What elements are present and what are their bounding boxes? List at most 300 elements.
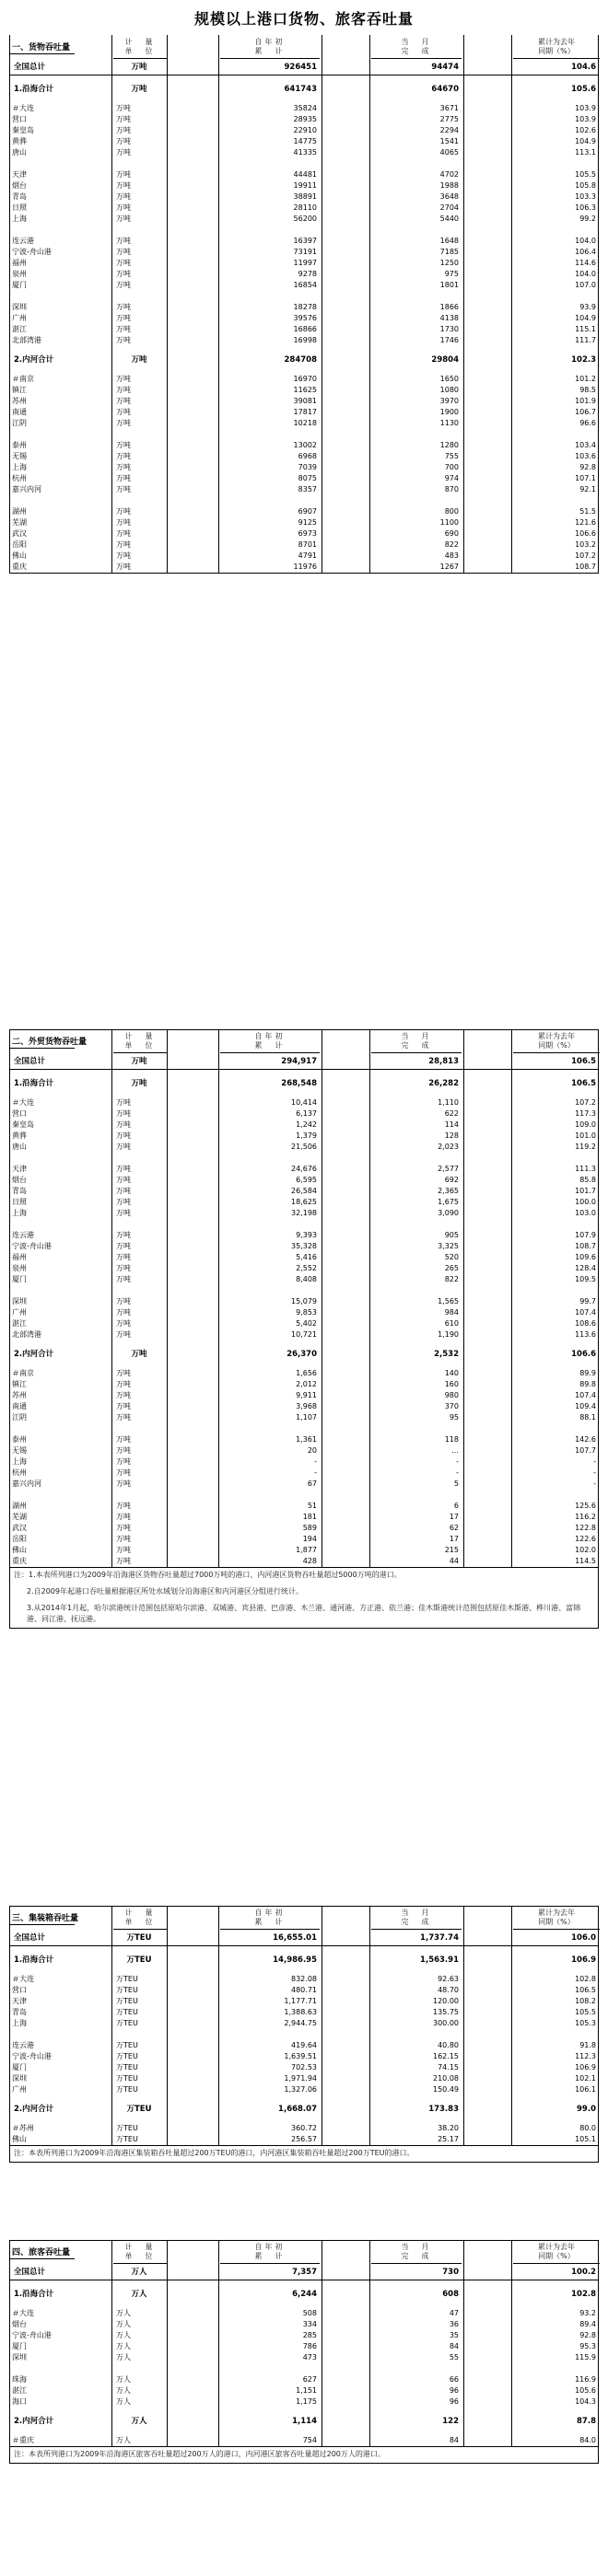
table-row	[10, 473, 598, 484]
port-name: 湛江	[12, 2386, 27, 2395]
ytd-value: 6973	[298, 529, 317, 538]
column-header-pct: 累计为去年	[538, 1909, 575, 1917]
column-header-month: 完 成	[401, 47, 432, 55]
month-value: 3671	[439, 104, 459, 112]
yoy-percent: 95.3	[579, 2342, 596, 2350]
unit-cell: 万吨	[116, 170, 131, 179]
port-name: 厦门	[12, 281, 27, 289]
month-value: 1541	[439, 137, 459, 145]
total-row	[10, 1075, 598, 1092]
port-name: 2.内河合计	[14, 355, 54, 365]
yoy-percent: 103.9	[575, 115, 596, 123]
month-value: 980	[444, 1391, 459, 1399]
ytd-value: 1,388.63	[284, 2008, 317, 2016]
ytd-value: 754	[302, 2436, 317, 2444]
ytd-value: 1,877	[296, 1546, 317, 1554]
month-value: 1130	[439, 419, 459, 427]
port-name: 营口	[12, 115, 27, 123]
ytd-value: 11625	[293, 386, 317, 394]
port-name: 全国总计	[14, 2268, 46, 2277]
port-name: 湖州	[12, 1502, 27, 1510]
ytd-value: 8357	[298, 485, 317, 493]
month-value: 84	[449, 2436, 459, 2444]
table-row	[10, 258, 598, 269]
unit-cell: 万吨	[116, 529, 131, 538]
unit-cell: 万吨	[116, 1479, 131, 1488]
ytd-value: 832.08	[291, 1975, 317, 1983]
port-name: 苏州	[12, 1391, 27, 1399]
table-row	[10, 2073, 598, 2084]
month-value: 3970	[439, 397, 459, 405]
section-rows	[10, 2264, 598, 2446]
unit-cell: 万TEU	[126, 1933, 152, 1943]
yoy-percent: 106.1	[575, 2085, 596, 2094]
yoy-percent: 91.8	[579, 2041, 596, 2049]
ytd-value: 419.64	[291, 2041, 317, 2049]
yoy-percent: 108.7	[575, 1242, 596, 1250]
port-name: 嘉兴内河	[12, 485, 41, 493]
unit-cell: 万吨	[116, 441, 131, 449]
yoy-percent: 116.2	[575, 1513, 596, 1521]
port-name: 芜湖	[12, 1513, 27, 1521]
ytd-value: 1,639.51	[284, 2052, 317, 2060]
unit-cell: 万TEU	[116, 2074, 138, 2083]
table-row	[10, 2123, 598, 2134]
unit-cell: 万人	[116, 2375, 131, 2384]
yoy-percent: 105.6	[575, 2386, 596, 2395]
month-value: 1080	[439, 386, 459, 394]
column-divider	[463, 1906, 464, 2145]
ytd-value: 1,107	[296, 1413, 317, 1421]
port-name: 上海	[12, 215, 27, 223]
port-name: 佛山	[12, 551, 27, 560]
column-divider	[463, 35, 464, 573]
month-value: 1866	[439, 303, 459, 311]
total-row	[10, 352, 598, 368]
port-name: 天津	[12, 1997, 27, 2005]
yoy-percent: 96.6	[579, 419, 596, 427]
unit-cell: 万TEU	[116, 1975, 138, 1983]
column-divider	[167, 1906, 168, 2145]
yoy-percent: 106.5	[571, 1079, 596, 1088]
month-value: 17	[449, 1513, 459, 1521]
month-value: 1,190	[438, 1330, 459, 1339]
ytd-value: 473	[302, 2353, 317, 2361]
ytd-value: 10,414	[291, 1098, 317, 1107]
yoy-percent: 99.2	[579, 215, 596, 223]
section-title-underline	[10, 1048, 75, 1049]
table-row	[10, 1318, 598, 1329]
table-row	[10, 103, 598, 114]
ytd-value: 926451	[284, 63, 317, 72]
table-row	[10, 1329, 598, 1340]
yoy-percent: 104.0	[575, 270, 596, 278]
note-line: 注：1.本表所列港口为2009年沿海港区货物吞吐量超过7000万吨的港口、内河港区货物吞吐量超过5000万吨的港口。	[14, 1571, 402, 1579]
table-row	[10, 1434, 598, 1445]
ytd-value: 480.71	[291, 1986, 317, 1994]
month-value: 62	[449, 1524, 459, 1532]
yoy-percent: 85.8	[579, 1176, 596, 1184]
table-row	[10, 1197, 598, 1208]
yoy-percent: -	[593, 1479, 596, 1488]
yoy-percent: -	[593, 1468, 596, 1477]
table-row	[10, 1512, 598, 1523]
column-header-pct: 同期（%）	[538, 1918, 575, 1926]
month-value: 92.63	[438, 1975, 459, 1983]
month-value: 1280	[439, 441, 459, 449]
yoy-percent: 105.8	[575, 181, 596, 190]
ytd-value: 15,079	[291, 1297, 317, 1305]
column-divider	[511, 35, 512, 573]
section-rows	[10, 1930, 598, 2145]
unit-cell: 万TEU	[116, 1997, 138, 2005]
port-name: 江阴	[12, 1413, 27, 1421]
unit-cell: 万吨	[116, 303, 131, 311]
column-divider	[111, 1029, 112, 1567]
unit-cell: 万吨	[116, 463, 131, 471]
section-title-underline	[10, 53, 75, 54]
ytd-value: 39576	[293, 314, 317, 322]
port-name: 黄骅	[12, 1131, 27, 1140]
port-name: ＃苏州	[12, 2124, 34, 2132]
yoy-percent: 106.6	[571, 1350, 596, 1359]
section-notes	[9, 2446, 599, 2464]
yoy-percent: 88.1	[579, 1413, 596, 1421]
unit-cell: 万吨	[116, 148, 131, 157]
section-header	[10, 35, 598, 59]
month-value: 975	[444, 270, 459, 278]
table-row	[10, 114, 598, 125]
yoy-percent: 128.4	[575, 1264, 596, 1272]
yoy-percent: 108.2	[575, 1997, 596, 2005]
yoy-percent: 87.8	[577, 2417, 596, 2426]
port-name: 重庆	[12, 563, 27, 571]
port-name: 重庆	[12, 1557, 27, 1565]
column-header-month: 当 月	[401, 2243, 432, 2251]
ytd-value: 28935	[293, 115, 317, 123]
port-name: 深圳	[12, 303, 27, 311]
ytd-value: 1,656	[296, 1369, 317, 1377]
month-value: 162.15	[433, 2052, 459, 2060]
table-row	[10, 302, 598, 313]
unit-cell: 万TEU	[116, 2052, 138, 2060]
unit-cell: 万吨	[116, 1402, 131, 1410]
table-row	[10, 125, 598, 136]
column-divider	[511, 1029, 512, 1567]
port-name: 湛江	[12, 325, 27, 333]
port-name: 1.沿海合计	[14, 2290, 54, 2299]
month-value: 5	[453, 1479, 459, 1488]
unit-cell: 万人	[131, 2290, 147, 2299]
table-row	[10, 1468, 598, 1479]
ytd-value: 16397	[293, 237, 317, 245]
column-header-pct: 同期（%）	[538, 47, 575, 55]
unit-cell: 万TEU	[116, 2085, 138, 2094]
yoy-percent: 84.0	[579, 2436, 596, 2444]
yoy-percent: 106.3	[575, 203, 596, 212]
unit-cell: 万吨	[116, 203, 131, 212]
unit-cell: 万吨	[116, 1308, 131, 1317]
ytd-value: 3,968	[296, 1402, 317, 1410]
unit-cell: 万TEU	[116, 2124, 138, 2132]
table-row	[10, 324, 598, 335]
ytd-value: 14775	[293, 137, 317, 145]
yoy-percent: 93.2	[579, 2309, 596, 2317]
column-header-month: 当 月	[401, 1909, 432, 1917]
ytd-value: 16866	[293, 325, 317, 333]
table-row	[10, 374, 598, 385]
unit-cell: 万吨	[116, 1198, 131, 1206]
month-value: 1,110	[438, 1098, 459, 1107]
yoy-percent: 115.1	[575, 325, 596, 333]
table-row	[10, 247, 598, 258]
ytd-value: 7039	[298, 463, 317, 471]
ytd-value: 1,327.06	[284, 2085, 317, 2094]
port-name: ＃大连	[12, 1098, 34, 1107]
unit-cell: 万吨	[116, 1143, 131, 1151]
column-divider	[369, 1906, 370, 2145]
column-divider	[111, 2240, 112, 2446]
port-name: 连云港	[12, 1231, 34, 1239]
month-value: 3,325	[438, 1242, 459, 1250]
port-name: 佛山	[12, 1546, 27, 1554]
unit-cell: 万吨	[116, 1435, 131, 1444]
column-divider	[511, 2240, 512, 2446]
unit-cell: 万吨	[116, 452, 131, 460]
yoy-percent: 107.4	[575, 1391, 596, 1399]
yoy-percent: 101.9	[575, 397, 596, 405]
section-notes	[9, 2145, 599, 2163]
unit-cell: 万吨	[116, 1557, 131, 1565]
unit-cell: 万吨	[116, 126, 131, 134]
ytd-value: 194	[302, 1535, 317, 1543]
month-value: 870	[444, 485, 459, 493]
section-header	[10, 2240, 598, 2264]
unit-cell: 万吨	[116, 1502, 131, 1510]
port-name: 上海	[12, 463, 27, 471]
column-divider	[167, 1029, 168, 1567]
month-value: 122	[442, 2417, 459, 2426]
unit-cell: 万吨	[116, 281, 131, 289]
unit-cell: 万吨	[116, 485, 131, 493]
section-top-rule	[10, 2240, 598, 2241]
port-name: 广州	[12, 2085, 27, 2094]
month-value: 25.17	[438, 2135, 459, 2143]
column-header-pct: 累计为去年	[538, 2243, 575, 2251]
table-row	[10, 1131, 598, 1142]
month-value: 1,565	[438, 1297, 459, 1305]
yoy-percent: 106.4	[575, 248, 596, 256]
ytd-value: 35824	[293, 104, 317, 112]
unit-cell: 万人	[116, 2320, 131, 2328]
month-value: 40.80	[438, 2041, 459, 2049]
table-row	[10, 385, 598, 396]
table-row	[10, 1996, 598, 2007]
port-name: 2.内河合计	[14, 2105, 54, 2114]
port-name: 湛江	[12, 1319, 27, 1328]
yoy-percent: 109.5	[575, 1275, 596, 1283]
section-top-rule	[10, 1906, 598, 1907]
port-name: 深圳	[12, 1297, 27, 1305]
table-row	[10, 396, 598, 407]
yoy-percent: 106.9	[575, 2063, 596, 2071]
port-name: 福州	[12, 1253, 27, 1261]
month-value: -	[456, 1457, 459, 1466]
table-row	[10, 236, 598, 247]
unit-cell: 万TEU	[116, 2019, 138, 2027]
yoy-percent: 80.0	[579, 2124, 596, 2132]
ytd-value: 508	[302, 2309, 317, 2317]
unit-cell: 万吨	[116, 248, 131, 256]
port-name: 嘉兴内河	[12, 1479, 41, 1488]
ytd-value: -	[314, 1457, 317, 1466]
yoy-percent: 104.0	[575, 237, 596, 245]
unit-cell: 万吨	[116, 1242, 131, 1250]
table-row	[10, 1120, 598, 1131]
column-header-unit: 单 位	[124, 1918, 156, 1926]
month-value: 2,577	[438, 1165, 459, 1173]
yoy-percent: 107.7	[575, 1446, 596, 1455]
yoy-percent: 112.3	[575, 2052, 596, 2060]
column-header-pct: 同期（%）	[538, 1041, 575, 1050]
table-row	[10, 528, 598, 540]
table-row	[10, 1534, 598, 1545]
port-name: 泰州	[12, 441, 27, 449]
month-value: 118	[444, 1435, 459, 1444]
yoy-percent: 107.1	[575, 474, 596, 482]
month-value: 905	[444, 1231, 459, 1239]
port-name: ＃大连	[12, 104, 34, 112]
port-name: 1.沿海合计	[14, 85, 54, 94]
month-value: 48.70	[438, 1986, 459, 1994]
table-row	[10, 1545, 598, 1556]
column-divider	[111, 1906, 112, 2145]
yoy-percent: 113.6	[575, 1330, 596, 1339]
column-header-unit: 计 量	[124, 2243, 156, 2251]
yoy-percent: 109.0	[575, 1120, 596, 1129]
month-value: 755	[444, 452, 459, 460]
yoy-percent: 107.0	[575, 281, 596, 289]
month-value: 974	[444, 474, 459, 482]
unit-cell: 万吨	[116, 1513, 131, 1521]
ytd-value: 2,944.75	[284, 2019, 317, 2027]
column-header-unit: 单 位	[124, 47, 156, 55]
ytd-value: 1,242	[296, 1120, 317, 1129]
month-value: 26,282	[428, 1079, 459, 1088]
unit-cell: 万吨	[116, 1330, 131, 1339]
column-header-unit: 计 量	[124, 1032, 156, 1040]
ytd-value: 334	[302, 2320, 317, 2328]
table-row	[10, 2435, 598, 2446]
month-value: 215	[444, 1546, 459, 1554]
unit-cell: 万吨	[116, 1391, 131, 1399]
month-value: 2,365	[438, 1187, 459, 1195]
column-divider	[167, 35, 168, 573]
column-header-ytd: 累 计	[254, 1041, 286, 1050]
month-value: 5440	[439, 215, 459, 223]
table-row	[10, 214, 598, 225]
yoy-percent: 101.2	[575, 375, 596, 383]
port-name: 厦门	[12, 2342, 27, 2350]
yoy-percent: 122.8	[575, 1524, 596, 1532]
port-name: 连云港	[12, 237, 34, 245]
total-row	[10, 2286, 598, 2303]
column-divider	[218, 1029, 219, 1567]
port-name: 湖州	[12, 507, 27, 516]
yoy-percent: 105.5	[575, 2008, 596, 2016]
yoy-percent: 100.0	[575, 1198, 596, 1206]
port-name: 唐山	[12, 1143, 27, 1151]
total-row	[10, 81, 598, 98]
ytd-value: 1,668.07	[278, 2105, 317, 2114]
table-row	[10, 2308, 598, 2319]
ytd-value: 26,370	[286, 1350, 317, 1359]
unit-cell: 万TEU	[116, 2063, 138, 2071]
unit-cell: 万吨	[116, 237, 131, 245]
yoy-percent: 104.9	[575, 314, 596, 322]
unit-cell: 万吨	[116, 1369, 131, 1377]
table-row	[10, 1368, 598, 1379]
month-value: 6	[453, 1502, 459, 1510]
port-name: 1.沿海合计	[14, 1079, 54, 1088]
port-name: 1.沿海合计	[14, 1955, 54, 1965]
unit-cell: 万吨	[116, 1535, 131, 1543]
port-name: 海口	[12, 2397, 27, 2406]
ytd-value: 17817	[293, 408, 317, 416]
unit-cell: 万吨	[116, 192, 131, 201]
column-header-pct: 累计为去年	[538, 1032, 575, 1040]
port-name: 江阴	[12, 419, 27, 427]
total-row	[10, 2413, 598, 2430]
unit-cell: 万吨	[116, 408, 131, 416]
month-value: 1267	[439, 563, 459, 571]
month-value: 44	[449, 1557, 459, 1565]
section-rows	[10, 59, 598, 573]
month-value: 608	[442, 2290, 459, 2299]
month-value: …	[451, 1446, 459, 1455]
month-value: 690	[444, 529, 459, 538]
ytd-value: 8,408	[296, 1275, 317, 1283]
yoy-percent: 106.9	[571, 1955, 596, 1965]
column-divider	[167, 2240, 168, 2446]
yoy-percent: 116.9	[575, 2375, 596, 2384]
ytd-value: 2,012	[296, 1380, 317, 1388]
section-title: 一、货物吞吐量	[12, 43, 71, 52]
table-row	[10, 407, 598, 418]
total-row	[10, 2264, 598, 2280]
month-value: 2294	[439, 126, 459, 134]
ytd-value: 1,177.71	[284, 1997, 317, 2005]
table-row	[10, 2396, 598, 2408]
yoy-percent: 107.4	[575, 1308, 596, 1317]
month-value: 984	[444, 1308, 459, 1317]
ytd-value: 9125	[298, 518, 317, 527]
unit-cell: 万吨	[116, 336, 131, 344]
unit-cell: 万吨	[116, 1297, 131, 1305]
ytd-value: 1,379	[296, 1131, 317, 1140]
unit-cell: 万吨	[116, 1524, 131, 1532]
port-name: 镇江	[12, 386, 27, 394]
port-name: 广州	[12, 314, 27, 322]
yoy-percent: 102.0	[575, 1546, 596, 1554]
table-row	[10, 1274, 598, 1285]
ytd-value: 24,676	[291, 1165, 317, 1173]
month-value: 1250	[439, 259, 459, 267]
unit-cell: 万吨	[116, 1176, 131, 1184]
column-divider	[218, 2240, 219, 2446]
yoy-percent: 89.8	[579, 1380, 596, 1388]
month-value: 2775	[439, 115, 459, 123]
